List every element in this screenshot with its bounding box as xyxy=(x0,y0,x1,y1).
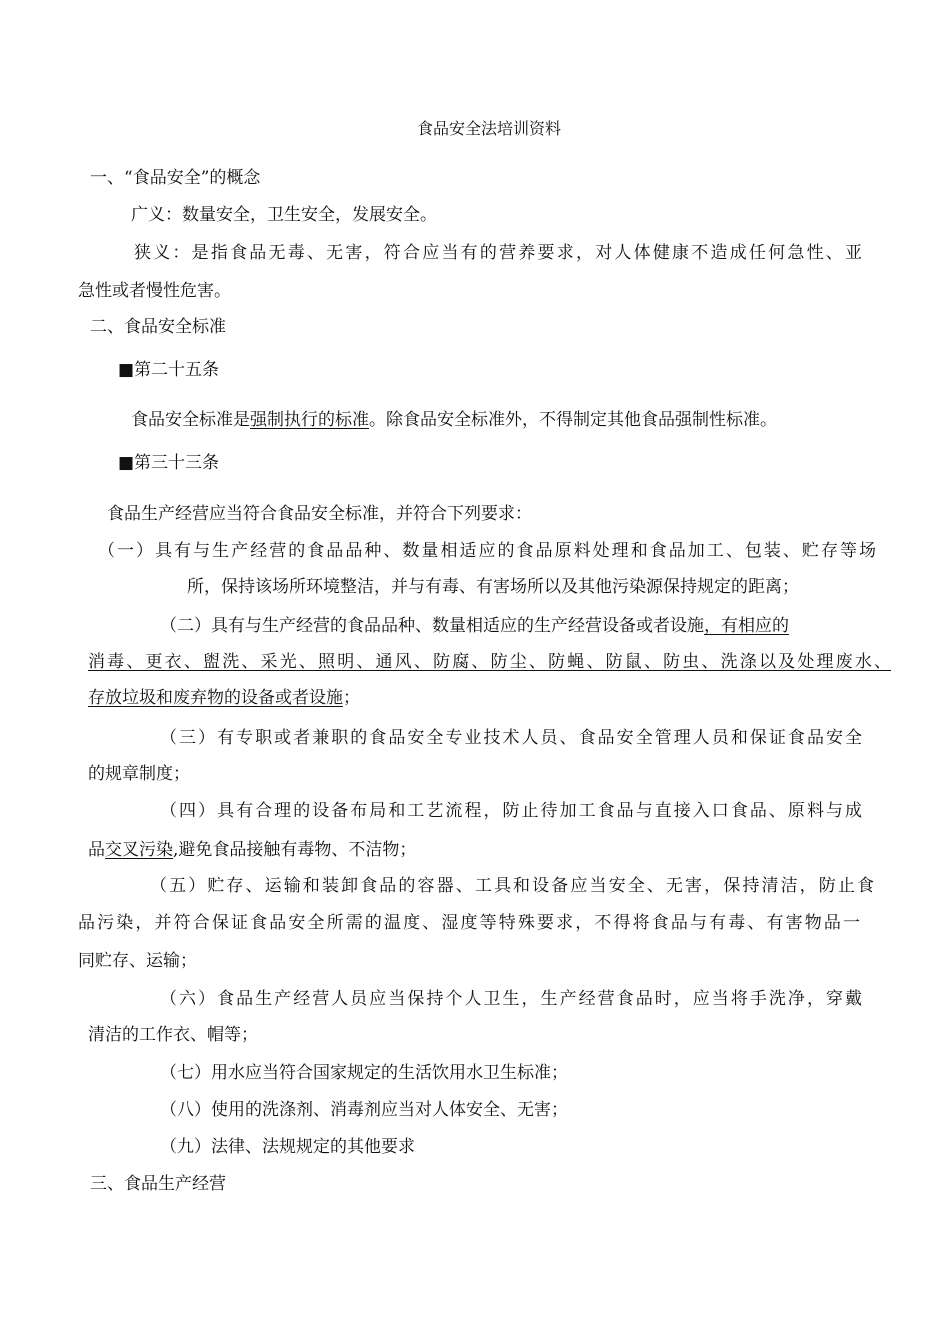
item-3-line-2: 的规章制度； xyxy=(88,764,190,784)
section-heading-standards: 二、食品安全标准 xyxy=(90,317,226,337)
section-heading-concept: 一、“食品安全”的概念 xyxy=(90,168,261,188)
item-5-line-3: 同贮存、运输； xyxy=(78,951,197,971)
item-8: （八）使用的洗涤剂、消毒剂应当对人体安全、无害； xyxy=(160,1100,568,1120)
page-title: 食品安全法培训资料 xyxy=(417,119,562,138)
section-heading-production: 三、食品生产经营 xyxy=(90,1174,226,1194)
item-5-line-2: 品污染，并符合保证食品安全所需的温度、湿度等特殊要求，不得将食品与有毒、有害物品一 xyxy=(78,913,860,933)
article-33-title: ■第三十三条 xyxy=(118,453,220,473)
item-5-line-1: （五）贮存、运输和装卸食品的容器、工具和设备应当安全、无害，保持清洁，防止食 xyxy=(150,876,874,896)
item-2-line-2: 消毒、更衣、盥洗、采光、照明、通风、防腐、防尘、防蝇、防鼠、防虫、洗涤以及处理废水、 xyxy=(88,652,891,672)
underlined-cross-contamination: 交叉污染 xyxy=(105,840,173,860)
item-4-line-2: 品交叉污染,避免食品接触有毒物、不洁物； xyxy=(88,840,417,860)
underlined-facilities-end: 存放垃圾和废弃物的设备或者设施 xyxy=(88,688,343,708)
article-25-title: ■第二十五条 xyxy=(118,360,220,380)
item-2-line-1: （二）具有与生产经营的食品品种、数量相适应的生产经营设备或者设施，有相应的 xyxy=(160,616,789,636)
item-4-line-1: （四）具有合理的设备布局和工艺流程，防止待加工食品与直接入口食品、原料与成 xyxy=(160,801,862,821)
item-1-line-1: （一）具有与生产经营的食品品种、数量相适应的食品原料处理和食品加工、包装、贮存等场 xyxy=(98,541,876,561)
definition-broad: 广义：数量安全，卫生安全，发展安全。 xyxy=(131,205,437,225)
item-6-line-1: （六）食品生产经营人员应当保持个人卫生，生产经营食品时，应当将手洗净，穿戴 xyxy=(160,989,862,1009)
item-7: （七）用水应当符合国家规定的生活饮用水卫生标准； xyxy=(160,1063,568,1083)
definition-narrow-line-1: 狭义：是指食品无毒、无害，符合应当有的营养要求，对人体健康不造成任何急性、亚 xyxy=(134,243,862,263)
underlined-mandatory-standard: 强制执行的标准 xyxy=(250,410,369,430)
item-2-line-3: 存放垃圾和废弃物的设备或者设施； xyxy=(88,688,360,708)
item-3-line-1: （三）有专职或者兼职的食品安全专业技术人员、食品安全管理人员和保证食品安全 xyxy=(160,728,862,748)
item-6-line-2: 清洁的工作衣、帽等； xyxy=(88,1025,258,1045)
underlined-facilities-start: ，有相应的 xyxy=(704,616,789,636)
item-9: （九）法律、法规规定的其他要求 xyxy=(160,1137,415,1157)
article-25-text: 食品安全标准是强制执行的标准。除食品安全标准外，不得制定其他食品强制性标准。 xyxy=(131,410,777,430)
article-33-intro: 食品生产经营应当符合食品安全标准，并符合下列要求： xyxy=(107,504,532,524)
definition-narrow-line-2: 急性或者慢性危害。 xyxy=(78,281,231,301)
item-1-line-2: 所，保持该场所环境整洁，并与有毒、有害场所以及其他污染源保持规定的距离； xyxy=(187,577,799,597)
